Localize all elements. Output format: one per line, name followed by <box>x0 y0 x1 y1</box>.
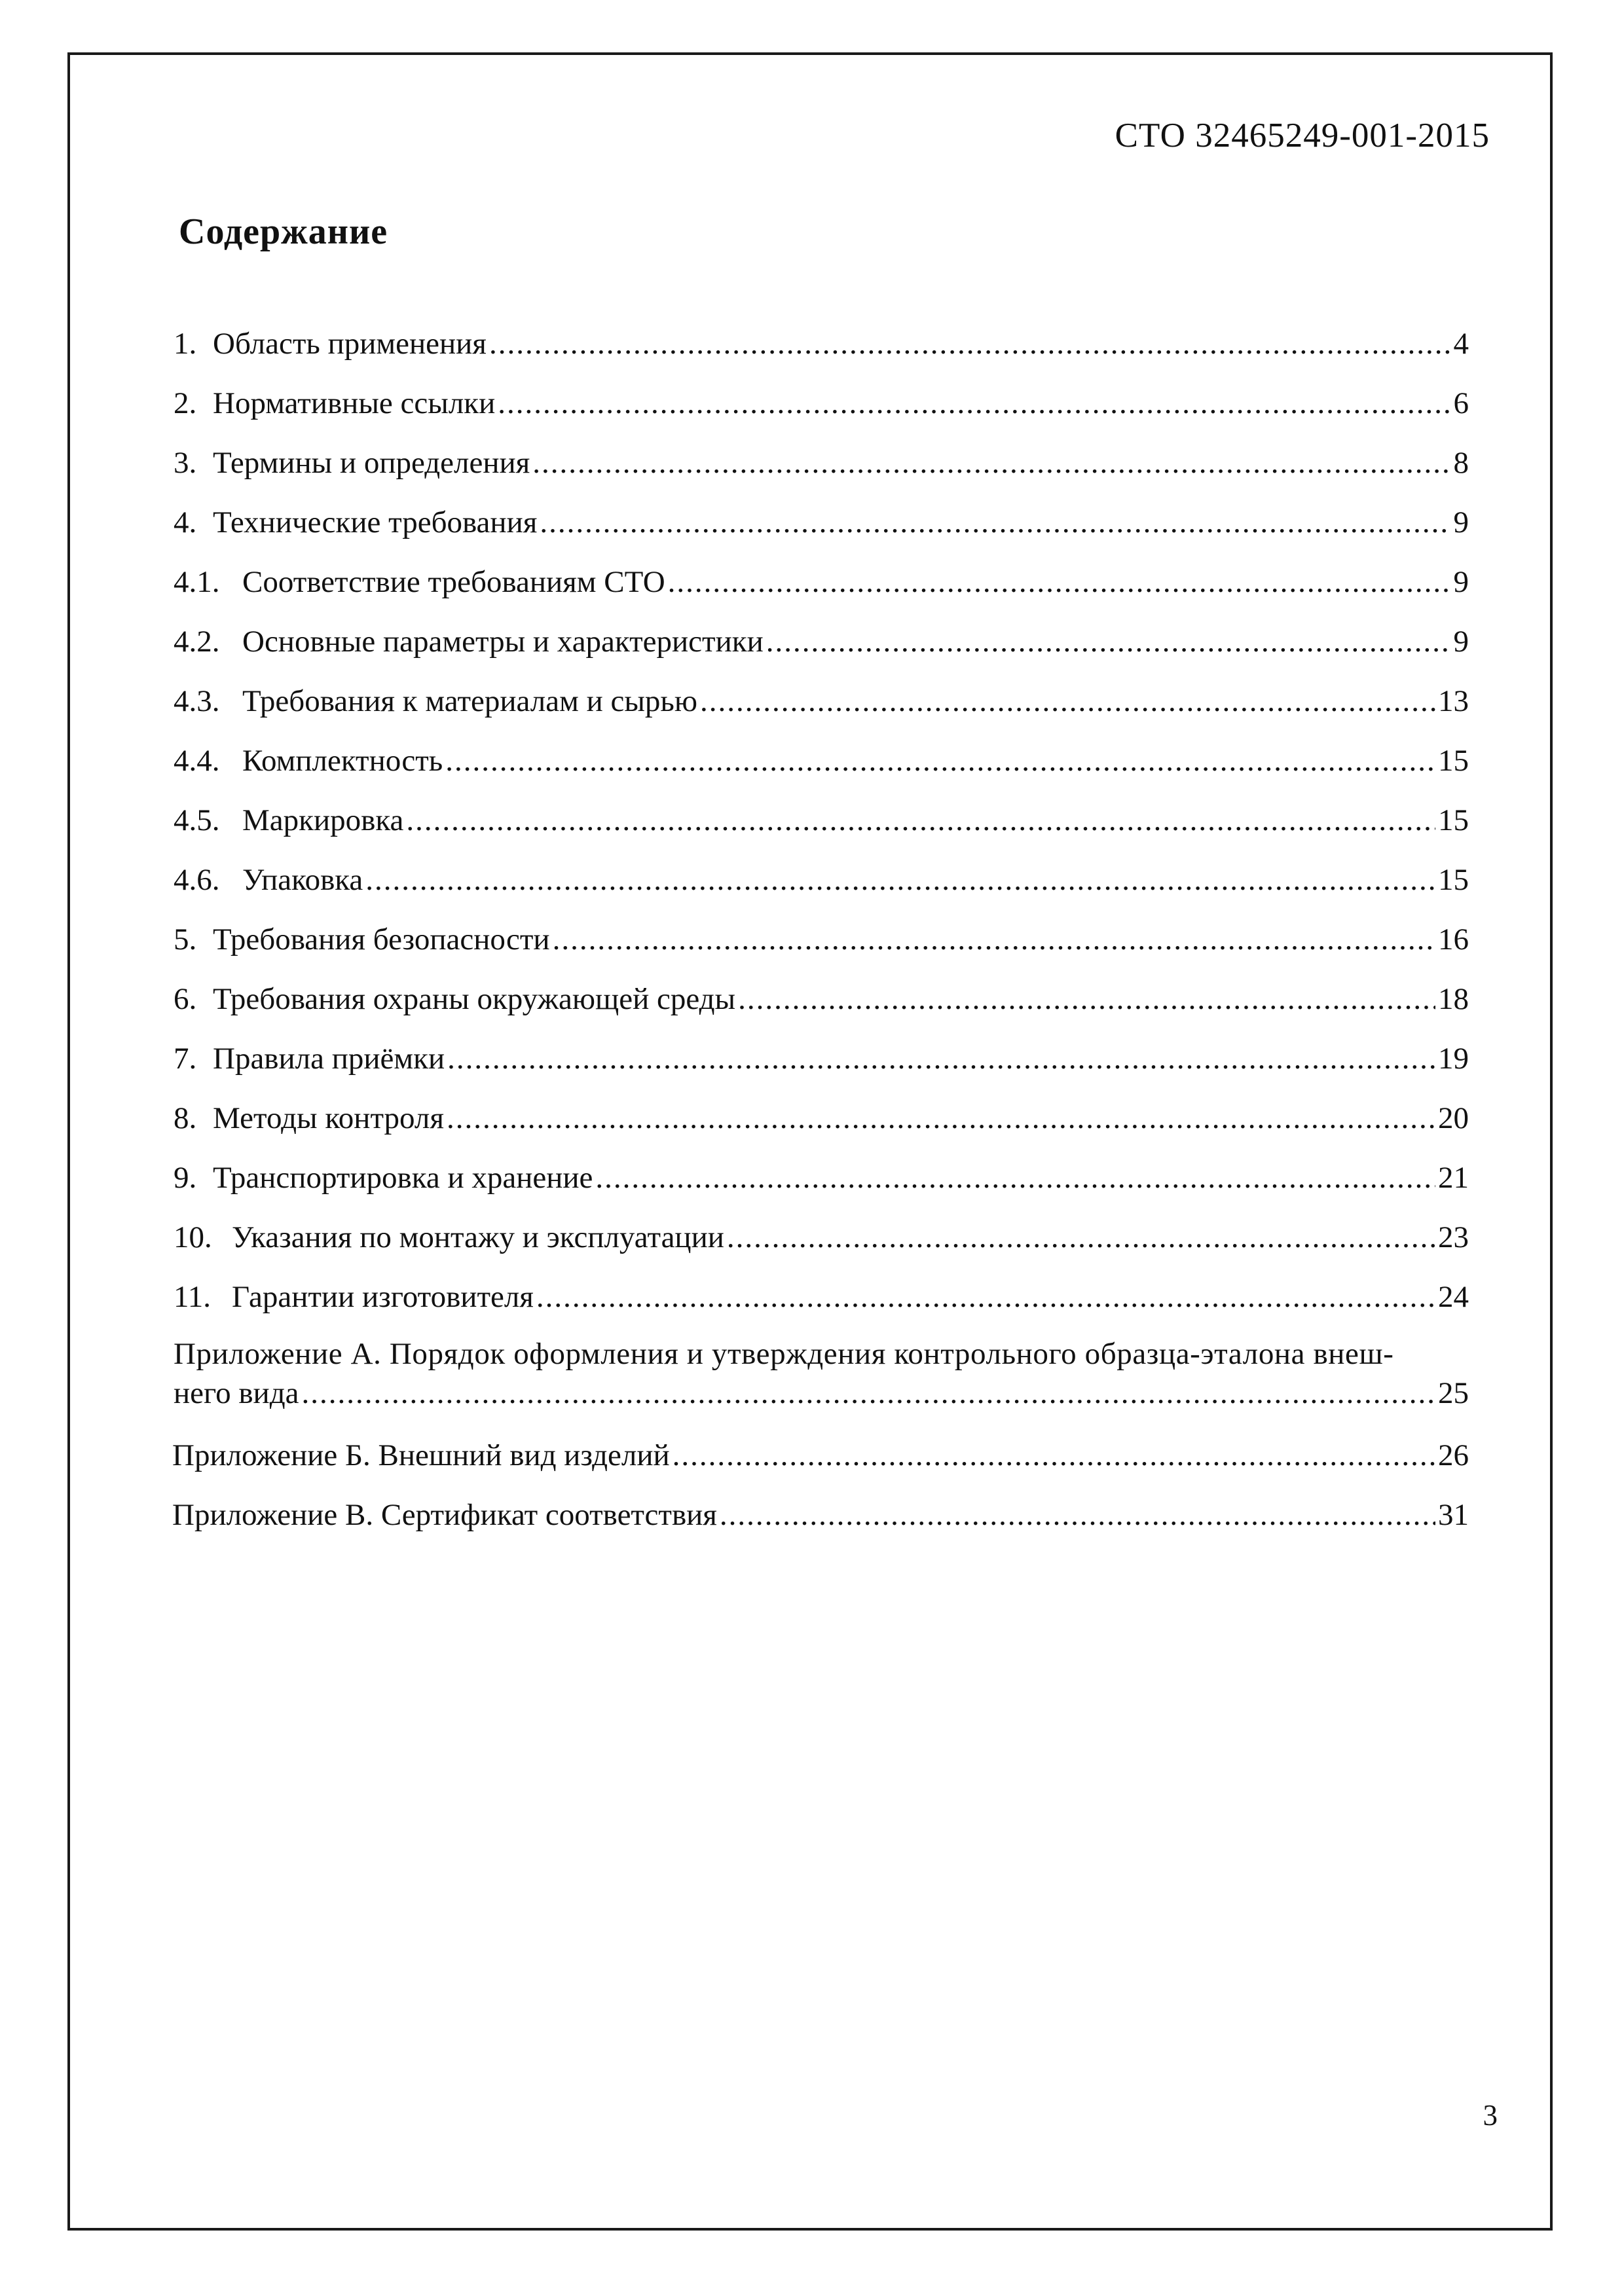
toc-item-page: 13 <box>1438 684 1469 718</box>
toc-item-number: 4.6. <box>174 863 220 897</box>
toc-item-page: 15 <box>1438 744 1469 778</box>
toc-leader <box>365 850 1435 910</box>
toc-item[interactable] <box>174 1208 1469 1267</box>
toc-leader <box>406 791 1435 850</box>
toc-annex-b[interactable] <box>172 1426 1469 1485</box>
toc-item-label: Маркировка <box>242 803 404 837</box>
toc-item-label: Приложение В. Сертификат соответствия <box>172 1498 717 1532</box>
table-of-contents <box>174 314 1469 1545</box>
toc-subitem[interactable] <box>174 612 1469 672</box>
toc-item-number: 3. <box>174 446 197 480</box>
toc-item-label: Транспортировка и хранение <box>213 1161 593 1195</box>
toc-item-number: 4.3. <box>174 684 220 718</box>
toc-item-page: 9 <box>1453 625 1469 659</box>
toc-item-label: Термины и определения <box>213 446 530 480</box>
toc-item-page: 25 <box>1438 1376 1469 1410</box>
toc-item-label: Технические требования <box>213 505 538 539</box>
toc-item-label: Комплектность <box>242 744 443 778</box>
toc-item[interactable] <box>174 374 1469 433</box>
toc-item-number: 6. <box>174 982 197 1016</box>
toc-item-page: 18 <box>1438 982 1469 1016</box>
toc-leader <box>595 1148 1435 1208</box>
toc-item-page: 15 <box>1438 803 1469 837</box>
toc-item[interactable] <box>174 493 1469 553</box>
toc-leader <box>700 672 1435 731</box>
toc-subitem[interactable] <box>174 672 1469 731</box>
toc-item[interactable] <box>174 1267 1469 1327</box>
toc-annex-c[interactable] <box>172 1485 1469 1545</box>
toc-item-page: 4 <box>1453 327 1469 361</box>
toc-leader <box>536 1267 1435 1327</box>
toc-leader <box>489 314 1451 374</box>
toc-subitem[interactable] <box>174 791 1469 850</box>
toc-item-number: 5. <box>174 922 197 957</box>
toc-item-label: Гарантии изготовителя <box>232 1280 534 1314</box>
toc-item-page: 15 <box>1438 863 1469 897</box>
toc-item-page: 23 <box>1438 1220 1469 1254</box>
toc-leader <box>445 731 1435 791</box>
toc-leader <box>540 493 1450 553</box>
toc-item[interactable] <box>174 910 1469 970</box>
toc-item-label: Приложение Б. Внешний вид изделий <box>172 1438 670 1472</box>
toc-leader <box>738 970 1435 1029</box>
toc-leader <box>668 553 1451 612</box>
toc-item-number: 4.4. <box>174 744 220 778</box>
toc-leader <box>727 1208 1435 1267</box>
toc-item-page: 24 <box>1438 1280 1469 1314</box>
toc-subitem[interactable] <box>174 850 1469 910</box>
toc-item-number: 10. <box>174 1220 212 1254</box>
toc-item-label: Основные параметры и характеристики <box>242 625 764 659</box>
toc-annex-a[interactable] <box>174 1334 1469 1413</box>
toc-item-number: 4.1. <box>174 565 220 599</box>
toc-item-page: 26 <box>1438 1438 1469 1472</box>
toc-item-number: 4. <box>174 505 197 539</box>
toc-leader <box>532 433 1450 493</box>
toc-title: Содержание <box>179 211 388 252</box>
toc-subitem[interactable] <box>174 553 1469 612</box>
toc-item-number: 9. <box>174 1161 197 1195</box>
toc-item-page: 8 <box>1453 446 1469 480</box>
toc-annex-a-line1: Приложение А. Порядок оформления и утверждения контрольного образца-эталона внеш- <box>174 1337 1394 1371</box>
toc-item[interactable] <box>174 433 1469 493</box>
toc-item-number: 4.2. <box>174 625 220 659</box>
toc-annex-a-line2: него вида <box>174 1376 299 1410</box>
toc-item-label: Методы контроля <box>213 1101 445 1135</box>
toc-item-label: Нормативные ссылки <box>213 386 496 420</box>
toc-item-number: 2. <box>174 386 197 420</box>
toc-item-page: 31 <box>1438 1498 1469 1532</box>
page-number: 3 <box>1483 2099 1498 2132</box>
toc-item[interactable] <box>174 1148 1469 1208</box>
toc-item-label: Указания по монтажу и эксплуатации <box>232 1220 724 1254</box>
toc-leader <box>720 1485 1435 1545</box>
toc-leader <box>447 1089 1435 1148</box>
toc-item-label: Требования безопасности <box>213 922 550 957</box>
toc-item-page: 21 <box>1438 1161 1469 1195</box>
document-code: СТО 32465249-001-2015 <box>1115 117 1490 155</box>
toc-item[interactable] <box>174 970 1469 1029</box>
toc-item-label: Правила приёмки <box>213 1042 445 1076</box>
toc-item-number: 7. <box>174 1042 197 1076</box>
toc-item-label: Требования охраны окружающей среды <box>213 982 736 1016</box>
toc-leader <box>766 612 1451 672</box>
toc-item-number: 11. <box>174 1280 212 1314</box>
toc-item[interactable] <box>174 1089 1469 1148</box>
toc-item-page: 9 <box>1453 505 1469 539</box>
toc-subitem[interactable] <box>174 731 1469 791</box>
toc-item-label: Требования к материалам и сырью <box>242 684 697 718</box>
toc-item-label: Область применения <box>213 327 487 361</box>
toc-leader <box>673 1426 1435 1485</box>
toc-item-label: Упаковка <box>242 863 363 897</box>
toc-item-label: Соответствие требованиям СТО <box>242 565 665 599</box>
toc-item[interactable] <box>174 1029 1469 1089</box>
toc-item[interactable] <box>174 314 1469 374</box>
toc-item-number: 1. <box>174 327 197 361</box>
toc-item-page: 20 <box>1438 1101 1469 1135</box>
toc-item-page: 19 <box>1438 1042 1469 1076</box>
toc-leader <box>447 1029 1435 1089</box>
toc-leader <box>553 910 1435 970</box>
toc-leader <box>302 1374 1436 1413</box>
toc-item-number: 8. <box>174 1101 197 1135</box>
toc-item-page: 16 <box>1438 922 1469 957</box>
toc-item-number: 4.5. <box>174 803 220 837</box>
toc-item-page: 6 <box>1453 386 1469 420</box>
toc-item-page: 9 <box>1453 565 1469 599</box>
toc-leader <box>498 374 1450 433</box>
